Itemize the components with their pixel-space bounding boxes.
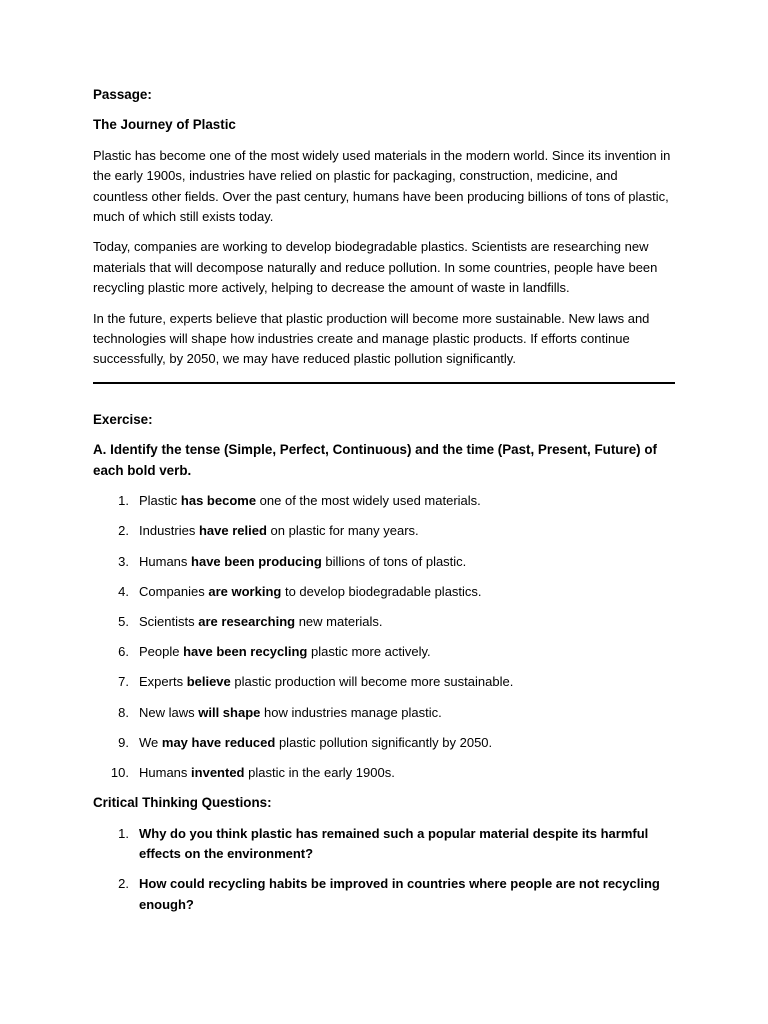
question-item: [93, 824, 675, 865]
list-item: [93, 582, 675, 602]
item-text-before: New laws: [139, 704, 199, 720]
item-text-after: plastic production will become more sustainable.: [230, 674, 514, 690]
item-text-before: Industries: [139, 523, 199, 539]
item-number: 6.: [118, 644, 129, 660]
question-text: How could recycling habits be improved in countries where people are not recycling enough?: [139, 876, 660, 912]
list-item: [93, 703, 675, 723]
bold-verb: have been producing: [191, 553, 322, 569]
question-number: 1.: [118, 825, 129, 841]
list-item: [93, 733, 675, 753]
item-text-before: Scientists: [139, 613, 199, 629]
item-number: 9.: [118, 734, 129, 750]
bold-verb: will shape: [198, 704, 261, 720]
exercise-instruction: A. Identify the tense (Simple, Perfect, Continuous) and the time (Past, Present, Future) of each bold verb.: [93, 442, 657, 478]
item-text-after: new materials.: [295, 613, 383, 629]
item-text-after: on plastic for many years.: [266, 523, 419, 539]
item-text-after: plastic pollution significantly by 2050.: [275, 734, 493, 750]
bold-verb: may have reduced: [161, 734, 276, 750]
list-item: [93, 491, 675, 511]
passage-paragraph: Today, companies are working to develop biodegradable plastics. Scientists are researching new materials that will decompose naturally and reduce pollution. In some countries, people have been recycling plastic more actively, helping to decrease the amount of waste in landfills.: [93, 239, 658, 296]
item-number: 1.: [118, 493, 129, 509]
list-item: [93, 642, 675, 662]
item-text-before: Humans: [139, 553, 192, 569]
item-text-after: to develop biodegradable plastics.: [281, 583, 482, 599]
critical-questions-list: [93, 824, 675, 915]
item-text-before: Experts: [139, 674, 187, 690]
passage-title: The Journey of Plastic: [93, 117, 236, 133]
critical-thinking-label: Critical Thinking Questions:: [93, 795, 272, 811]
bold-verb: have been recycling: [183, 644, 308, 660]
question-item: [93, 874, 675, 915]
item-number: 4.: [118, 583, 129, 599]
passage-label: Passage:: [93, 87, 152, 102]
item-number: 2.: [118, 523, 129, 539]
item-number: 7.: [118, 674, 129, 690]
list-item: [93, 552, 675, 572]
exercise-label: Exercise:: [93, 411, 153, 427]
bold-verb: are working: [208, 583, 282, 599]
item-text-before: Plastic: [139, 493, 181, 509]
item-text-after: plastic in the early 1900s.: [244, 764, 395, 780]
list-item: [93, 612, 675, 632]
item-text-after: billions of tons of plastic.: [321, 553, 467, 569]
bold-verb: have relied: [198, 523, 267, 539]
item-text-after: how industries manage plastic.: [260, 704, 442, 720]
item-number: 3.: [118, 553, 129, 569]
item-number: 8.: [118, 704, 129, 720]
item-text-before: Companies: [139, 583, 209, 599]
bold-verb: believe: [186, 674, 231, 690]
question-text: Why do you think plastic has remained such a popular material despite its harmful effects on the environment?: [139, 825, 649, 861]
item-text-before: Humans: [139, 764, 192, 780]
item-text-after: one of the most widely used materials.: [256, 493, 481, 509]
bold-verb: are researching: [198, 613, 296, 629]
exercise-list: [93, 491, 675, 783]
item-number: 10.: [110, 764, 129, 780]
item-text-before: People: [139, 644, 184, 660]
item-text-before: We: [139, 734, 162, 750]
item-number: 5.: [118, 613, 129, 629]
item-text-after: plastic more actively.: [307, 644, 431, 660]
bold-verb: invented: [191, 764, 245, 780]
passage-paragraph: In the future, experts believe that plastic production will become more sustainable. New laws and technologies will shape how industries create and manage plastic products. If efforts continue successfully, by 2050, we may have reduced plastic pollution significantly.: [93, 310, 650, 367]
list-item: [93, 763, 675, 783]
bold-verb: has become: [180, 493, 257, 509]
passage-paragraph: Plastic has become one of the most widely used materials in the modern world. Since its invention in the early 1900s, industries have relied on plastic for packaging, construction, medicine, and countless other fields. Over the past century, humans have been producing billions of tons of plastic, much of which still exists today.: [93, 147, 671, 225]
list-item: [93, 521, 675, 541]
list-item: [93, 672, 675, 692]
question-number: 2.: [118, 876, 129, 892]
